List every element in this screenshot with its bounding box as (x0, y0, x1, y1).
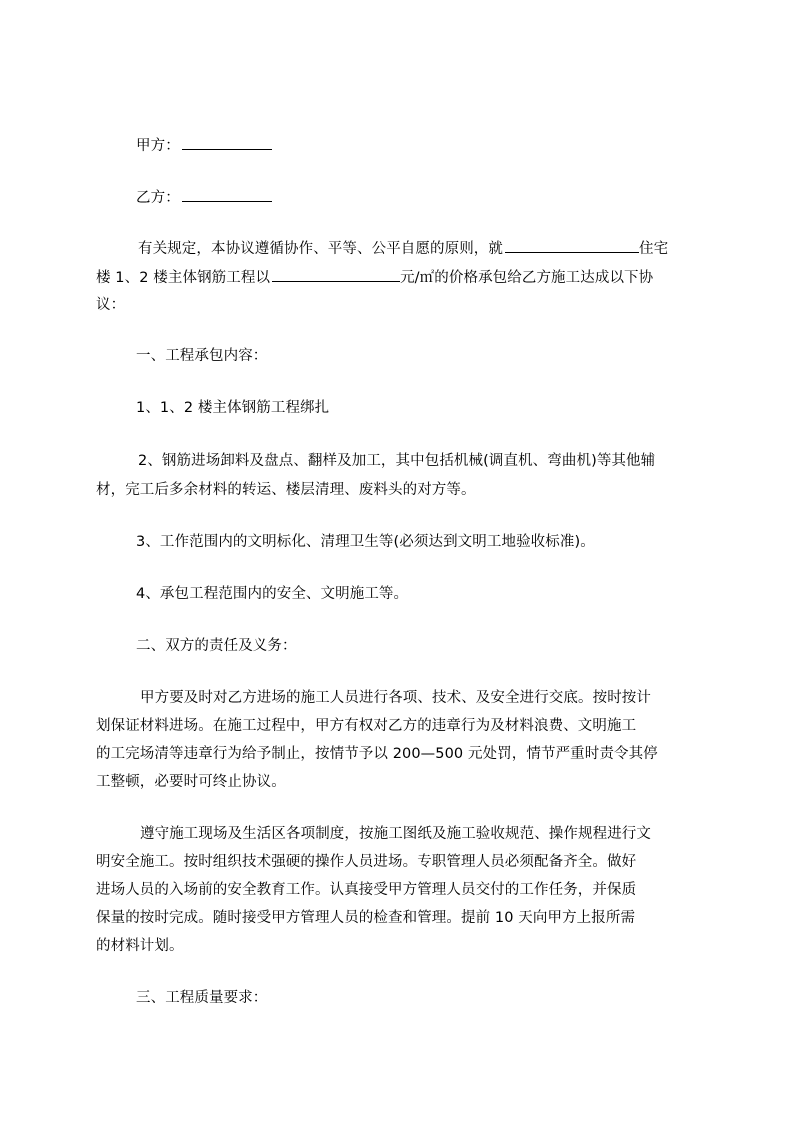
intro-text-1a: 有关规定，本协议遵循协作、平等、公平自愿的原则，就 (138, 241, 503, 257)
party-a-label: 甲方： (136, 138, 180, 154)
section-2-para-2-line-2: 明安全施工。按时组织技术强硬的操作人员进场。专职管理人员必须配备齐全。做好 (96, 854, 637, 870)
section-1-item-3: 3、工作范围内的文明标化、清理卫生等(必须达到文明工地验收标准)。 (136, 534, 595, 550)
party-a-line (136, 134, 272, 156)
intro-text-1b: 住宅 (639, 241, 669, 257)
section-2-para-2-line-1: 遵守施工现场及生活区各项制度，按施工图纸及施工验收规范、操作规程进行文 (140, 826, 651, 842)
party-b-label: 乙方： (136, 190, 180, 206)
section-2-para-2-line-5: 的材料计划。 (96, 938, 184, 954)
unit-price-blank (272, 266, 400, 282)
project-name-blank (505, 237, 639, 253)
section-2-para-1-line-1: 甲方要及时对乙方进场的施工人员进行各项、技术、及安全进行交底。按时按计 (140, 690, 651, 706)
section-2-para-2-line-4: 保量的按时完成。随时接受甲方管理人员的检查和管理。提前 10 天向甲方上报所需 (96, 910, 636, 926)
party-b-line (136, 186, 272, 208)
section-2-para-2-line-3: 进场人员的入场前的安全教育工作。认真接受甲方管理人员交付的工作任务，并保质 (96, 882, 637, 898)
intro-line-3: 议： (96, 297, 126, 313)
section-1-title: 一、工程承包内容： (136, 348, 268, 364)
section-2-para-1-line-2: 划保证材料进场。在施工过程中，甲方有权对乙方的违章行为及材料浪费、文明施工 (96, 718, 637, 734)
section-2-para-1-line-4: 工整顿，必要时可终止协议。 (96, 774, 286, 790)
intro-text-2a: 楼 1、2 楼主体钢筋工程以 (96, 270, 271, 286)
intro-line-2 (96, 266, 700, 288)
intro-line-1 (96, 237, 700, 259)
section-3-title: 三、工程质量要求： (136, 990, 268, 1006)
section-2-title: 二、双方的责任及义务： (136, 638, 297, 654)
section-2-para-1-line-3: 的工完场清等违章行为给予制止，按情节予以 200—500 元处罚，情节严重时责令其停 (96, 746, 658, 762)
section-1-item-1: 1、1、2 楼主体钢筋工程绑扎 (136, 400, 330, 416)
section-1-item-2-line-1: 2、钢筋进场卸料及盘点、翻样及加工，其中包括机械(调直机、弯曲机)等其他辅 (138, 453, 656, 469)
party-a-blank (182, 134, 272, 150)
party-b-blank (182, 186, 272, 202)
section-1-item-2-line-2: 材，完工后多余材料的转运、楼层清理、废料头的对方等。 (96, 482, 476, 498)
section-1-item-4: 4、承包工程范围内的安全、文明施工等。 (136, 586, 409, 602)
intro-text-2b: 元/㎡的价格承包给乙方施工达成以下协 (400, 270, 654, 286)
